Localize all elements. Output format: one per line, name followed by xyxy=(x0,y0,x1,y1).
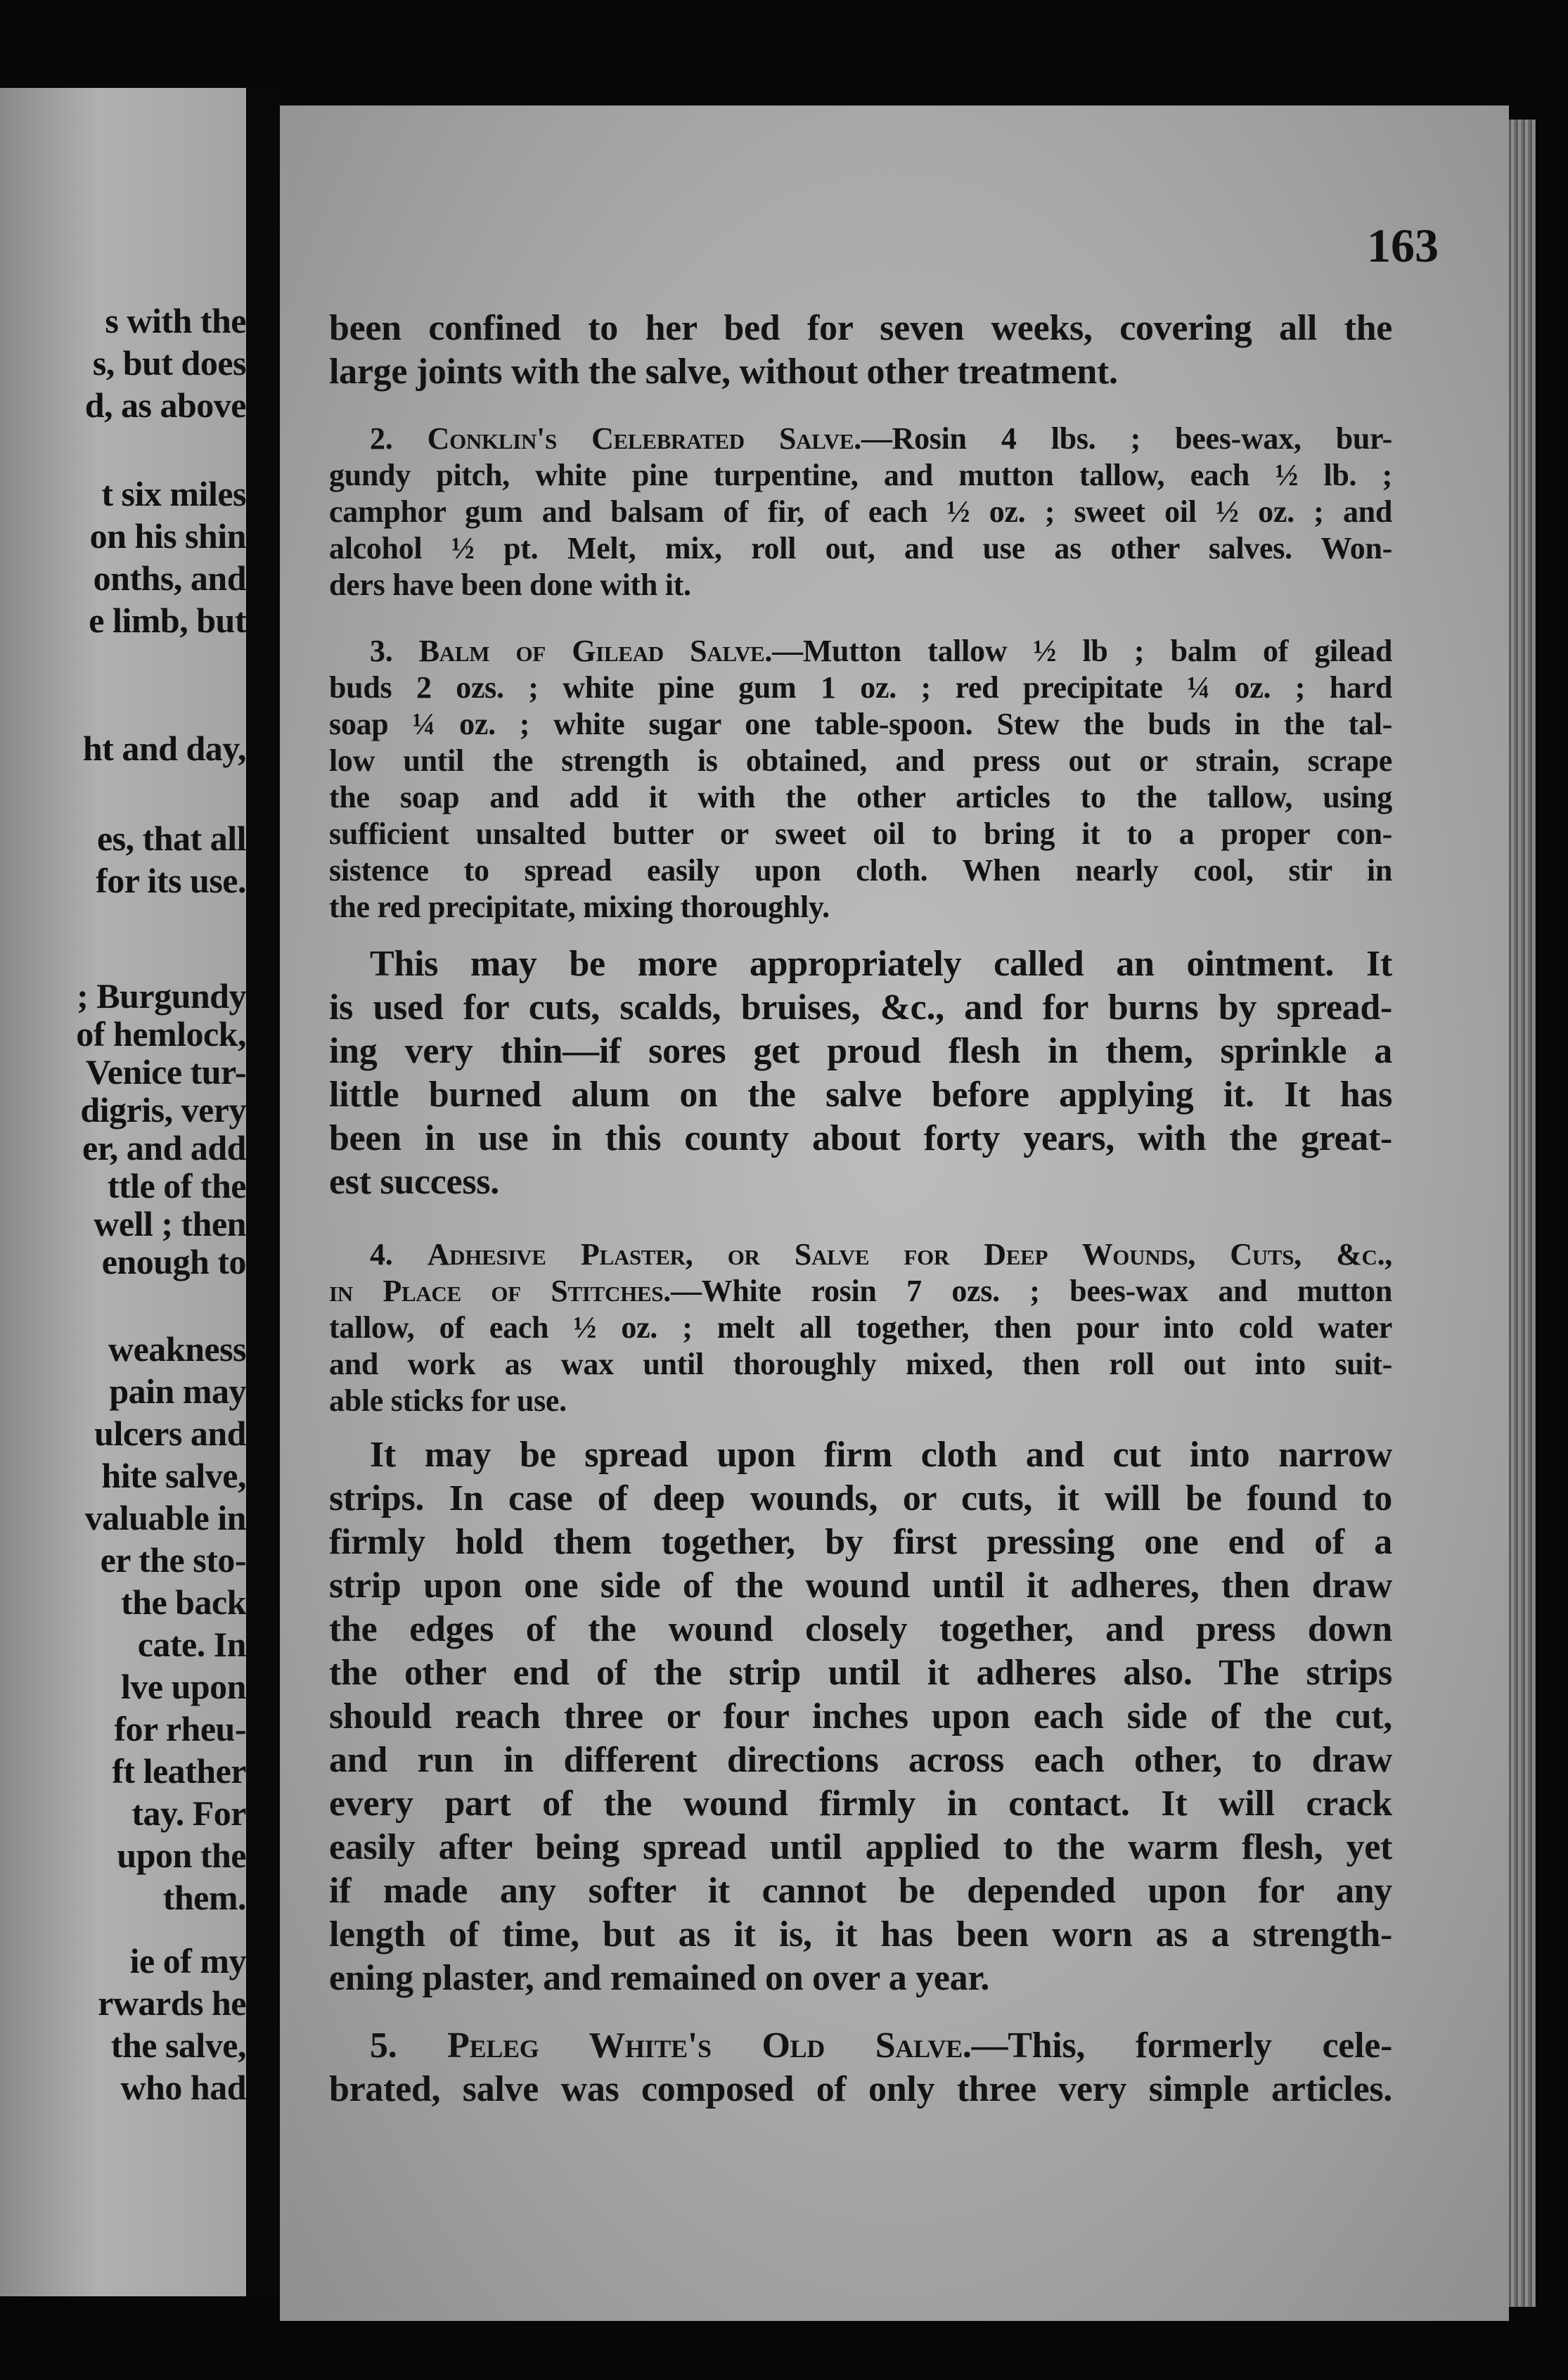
recipe-number: 2. xyxy=(370,421,393,456)
text-line: alcohol ½ pt. Melt, mix, roll out, and use as other salves. Won- xyxy=(329,531,1392,565)
recipe-title: in Place of Stitches. xyxy=(329,1274,671,1308)
text-line: and work as wax until thoroughly mixed, then roll out into suit- xyxy=(329,1347,1392,1381)
facing-page-line: ; Burgundy xyxy=(77,976,246,1016)
facing-page-line: s, but does xyxy=(92,343,246,383)
facing-page-line: valuable in xyxy=(84,1498,246,1537)
recipe-number: 3. xyxy=(370,634,393,668)
facing-page-line: the back xyxy=(121,1582,246,1622)
facing-page-line: onths, and xyxy=(93,558,246,598)
facing-page-line: ht and day, xyxy=(82,729,246,768)
facing-page-line: well ; then xyxy=(94,1204,246,1243)
text-line: est success. xyxy=(329,1162,499,1202)
recipe-number: 4. xyxy=(370,1237,393,1272)
text-line: able sticks for use. xyxy=(329,1383,567,1418)
text-line: sufficient unsalted butter or sweet oil to bring it to a proper con- xyxy=(329,817,1392,851)
text-line: ders have been done with it. xyxy=(329,568,691,602)
recipe-text: —This, formerly cele- xyxy=(971,2026,1392,2066)
text-line: should reach three or four inches upon each side of the cut, xyxy=(329,1696,1392,1736)
recipe-number: 5. xyxy=(370,2026,397,2066)
text-line: the edges of the wound closely together, and press down xyxy=(329,1609,1392,1649)
text-line: been in use in this county about forty years, with the great- xyxy=(329,1118,1392,1158)
facing-page-line: for its use. xyxy=(96,861,246,900)
page-number: 163 xyxy=(1367,219,1439,272)
text-line: This may be more appropriately called an ointment. It xyxy=(370,944,1392,984)
text-line: the other end of the strip until it adheres also. The strips xyxy=(329,1653,1392,1693)
facing-page-line: for rheu- xyxy=(114,1709,246,1748)
facing-page-line: cate. In xyxy=(137,1625,246,1664)
facing-page-line: d, as above xyxy=(84,385,246,425)
text-line: brated, salve was composed of only three very simple articles. xyxy=(329,2069,1392,2109)
facing-page-line: s with the xyxy=(105,301,246,340)
recipe-4-first-line xyxy=(370,1236,1392,1273)
facing-page-line: them. xyxy=(162,1878,246,1917)
text-line: the soap and add it with the other articles to the tallow, using xyxy=(329,780,1392,814)
text-line: It may be spread upon firm cloth and cut into narrow xyxy=(370,1435,1392,1475)
text-line: length of time, but as it is, it has been worn as a strength- xyxy=(329,1914,1392,1954)
facing-page-line: digris, very xyxy=(80,1090,246,1130)
recipe-text: —Rosin 4 lbs. ; bees-wax, bur- xyxy=(861,421,1392,456)
text-line: camphor gum and balsam of fir, of each ½ oz. ; sweet oil ½ oz. ; and xyxy=(329,494,1392,529)
text-line: ening plaster, and remained on over a year. xyxy=(329,1958,990,1998)
facing-page-line: upon the xyxy=(117,1836,246,1875)
text-line: strip upon one side of the wound until it adheres, then draw xyxy=(329,1566,1392,1606)
facing-page xyxy=(0,88,246,2296)
facing-page-line: lve upon xyxy=(120,1667,246,1706)
recipe-title: Conklin's Celebrated Salve. xyxy=(427,421,861,456)
recipe-title: Balm of Gilead Salve. xyxy=(418,634,773,668)
facing-page-line: er the sto- xyxy=(100,1540,246,1580)
facing-page-line: tay. For xyxy=(131,1793,246,1833)
text-line: large joints with the salve, without other treatment. xyxy=(329,352,1118,392)
text-line: if made any softer it cannot be depended upon for any xyxy=(329,1871,1392,1911)
facing-page-line: Venice tur- xyxy=(85,1052,246,1092)
facing-page-line: ie of my xyxy=(129,1941,246,1981)
text-line: easily after being spread until applied to the warm flesh, yet xyxy=(329,1827,1392,1867)
recipe-text: —White rosin 7 ozs. ; bees-wax and mutton xyxy=(670,1274,1392,1308)
recipe-text: —Mutton tallow ½ lb ; balm of gilead xyxy=(772,634,1392,668)
facing-page-line: hite salve, xyxy=(101,1456,246,1495)
facing-page-line: on his shin xyxy=(89,516,246,556)
facing-page-line: ulcers and xyxy=(94,1414,246,1453)
facing-page-line: t six miles xyxy=(101,474,246,513)
text-line: every part of the wound firmly in contact. It will crack xyxy=(329,1784,1392,1824)
facing-page-line: ft leather xyxy=(112,1751,246,1791)
text-line: tallow, of each ½ oz. ; melt all together, then pour into cold water xyxy=(329,1310,1392,1345)
facing-page-line: who had xyxy=(120,2068,246,2107)
facing-page-line: weakness xyxy=(108,1329,246,1369)
text-line: the red precipitate, mixing thoroughly. xyxy=(329,890,830,924)
facing-page-line: rwards he xyxy=(98,1983,246,2023)
recipe-4-second-line xyxy=(329,1273,1392,1310)
recipe-title: Peleg White's Old Salve. xyxy=(447,2026,972,2066)
page-stack-edge xyxy=(1509,120,1536,2307)
text-line: and run in different directions across each other, to draw xyxy=(329,1740,1392,1780)
text-line: ing very thin—if sores get proud flesh in them, sprinkle a xyxy=(329,1031,1392,1071)
book-gutter xyxy=(246,88,280,2296)
facing-page-line: enough to xyxy=(101,1242,246,1281)
text-line: sistence to spread easily upon cloth. When nearly cool, stir in xyxy=(329,853,1392,888)
text-line: been confined to her bed for seven weeks, covering all the xyxy=(329,308,1392,348)
facing-page-line: the salve, xyxy=(110,2026,246,2065)
facing-page-line: of hemlock, xyxy=(76,1014,246,1054)
facing-page-line: pain may xyxy=(109,1371,246,1411)
facing-page-line: ttle of the xyxy=(107,1166,246,1205)
text-line: firmly hold them together, by first pressing one end of a xyxy=(329,1522,1392,1562)
recipe-2-first-line xyxy=(370,421,1392,457)
recipe-title: Adhesive Plaster, or Salve for Deep Wounds, Cuts, &c., xyxy=(427,1237,1392,1272)
recipe-3-first-line xyxy=(370,633,1392,670)
text-line: buds 2 ozs. ; white pine gum 1 oz. ; red precipitate ¼ oz. ; hard xyxy=(329,670,1392,705)
text-line: soap ¼ oz. ; white sugar one table-spoon. Stew the buds in the tal- xyxy=(329,707,1392,741)
recipe-5-first-line xyxy=(370,2024,1392,2068)
facing-page-line: es, that all xyxy=(96,819,246,858)
text-line: little burned alum on the salve before applying it. It has xyxy=(329,1075,1392,1115)
text-line: gundy pitch, white pine turpentine, and mutton tallow, each ½ lb. ; xyxy=(329,458,1392,492)
text-line: low until the strength is obtained, and press out or strain, scrape xyxy=(329,743,1392,778)
facing-page-line: e limb, but xyxy=(89,601,246,640)
book-page xyxy=(280,105,1509,2321)
facing-page-line: er, and add xyxy=(82,1128,246,1167)
text-line: is used for cuts, scalds, bruises, &c., and for burns by spread- xyxy=(329,987,1392,1028)
text-line: strips. In case of deep wounds, or cuts, it will be found to xyxy=(329,1478,1392,1518)
